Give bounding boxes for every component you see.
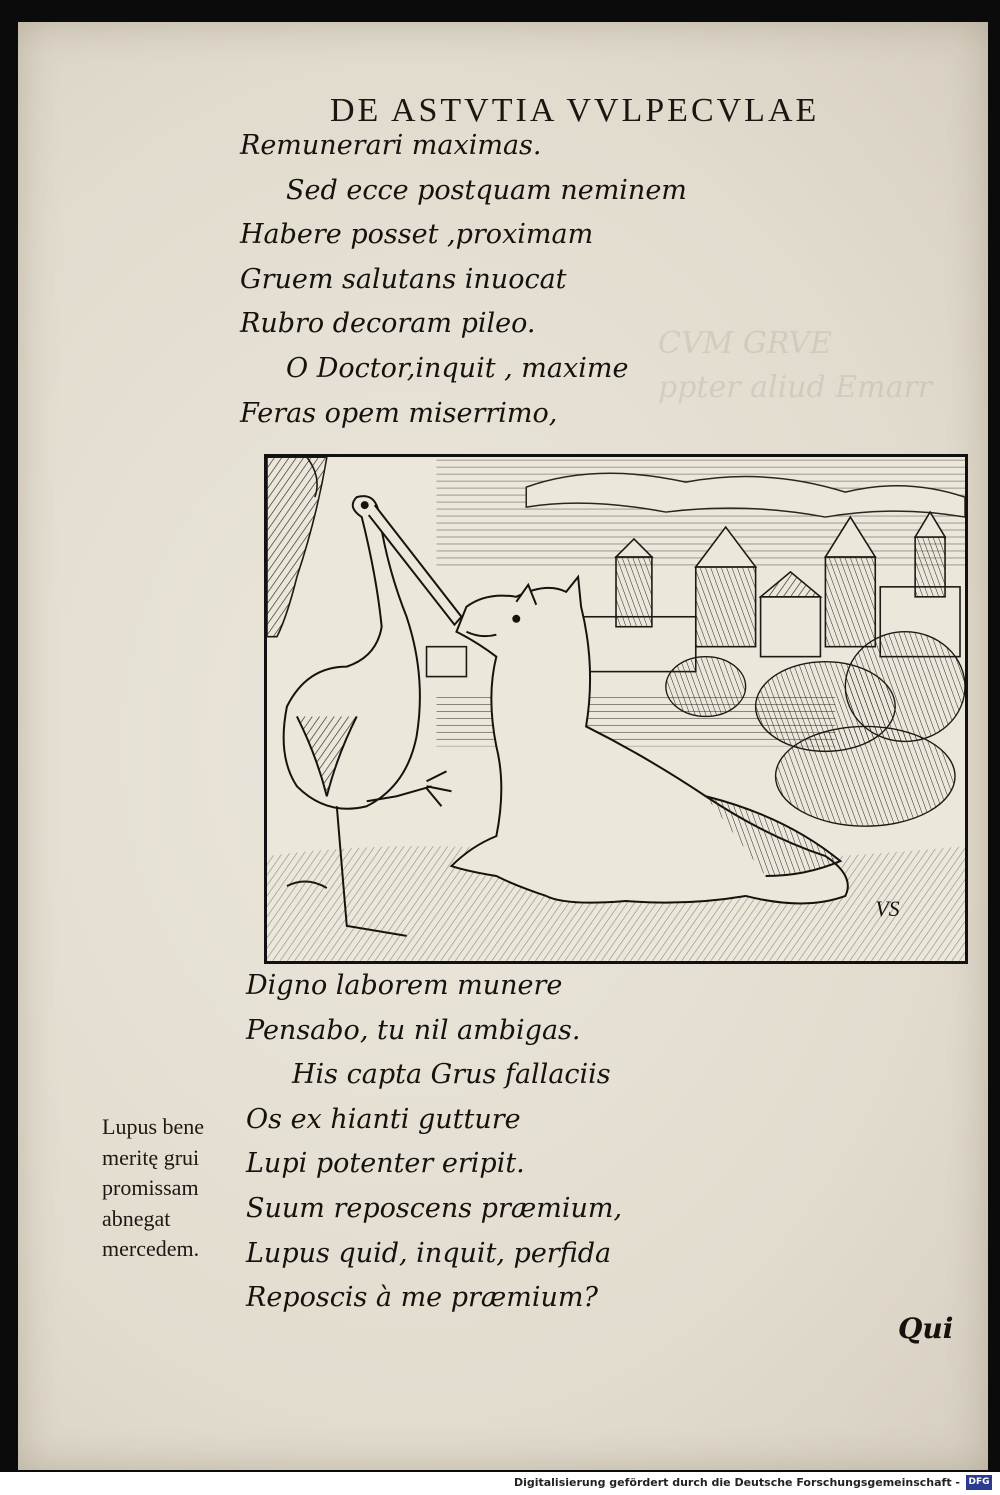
marginal-note xyxy=(102,1112,204,1265)
funding-credit: Digitalisierung gefördert durch die Deutsche Forschungsgemeinschaft - xyxy=(513,1476,960,1489)
verse-line: Lupi potenter eripit. xyxy=(246,1148,525,1180)
show-through-text: CVM GRVE ppter aliud Emarr xyxy=(658,326,933,405)
marginal-line: meritę grui xyxy=(102,1144,200,1170)
verse-line: Suum reposcens præmium, xyxy=(246,1192,623,1224)
verse-line: Digno laborem munere xyxy=(246,970,563,1001)
verse-line: Pensabo, tu nil ambigas. xyxy=(246,1014,581,1046)
crane-and-wolf-woodcut xyxy=(267,457,965,961)
catchword: Qui xyxy=(898,1312,954,1345)
verse-bottom xyxy=(246,964,622,1321)
verse-line: Lupus quid, inquit, perfida xyxy=(246,1237,612,1269)
verse-line: Remunerari maximas. xyxy=(240,130,542,161)
verse-line: Feras opem miserrimo, xyxy=(240,397,558,429)
marginal-line: Lupus bene xyxy=(102,1114,205,1139)
marginal-line: promissam xyxy=(102,1175,199,1200)
verse-line: Rubro decoram pileo. xyxy=(240,308,536,340)
sky xyxy=(437,457,965,567)
verse-line: Sed ecce postquam neminem xyxy=(286,174,687,206)
marginal-line: mercedem. xyxy=(102,1236,200,1261)
marginal-line: abnegat xyxy=(102,1205,171,1231)
verse-top xyxy=(240,124,687,436)
woodcut-monogram: VS xyxy=(875,895,900,921)
verse-line: O Doctor,inquit , maxime xyxy=(286,352,629,384)
running-head: DE ASTVTIA VVLPECVLAE xyxy=(330,92,820,129)
verse-line: Gruem salutans inuocat xyxy=(240,263,567,295)
book-page xyxy=(18,22,988,1470)
verse-line: His capta Grus fallaciis xyxy=(292,1059,611,1091)
dfg-logo: DFG xyxy=(966,1475,992,1490)
verse-line: Os ex hianti gutture xyxy=(246,1103,521,1135)
verse-line: Habere posset ,proximam xyxy=(240,219,594,251)
woodcut-illustration xyxy=(264,454,968,964)
verse-line: Reposcis à me præmium? xyxy=(246,1282,599,1314)
footer-bar xyxy=(0,1472,1000,1495)
